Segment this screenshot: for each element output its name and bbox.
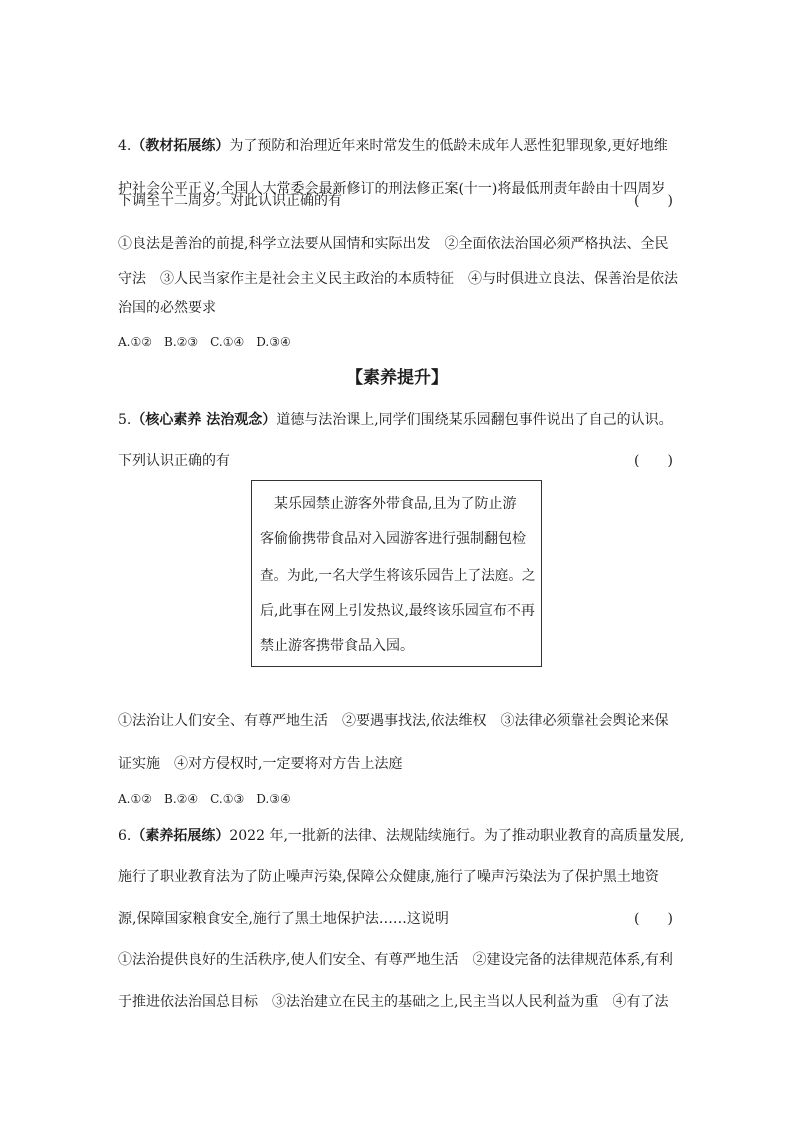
q4-statement-2: 守法 ③人民当家作主是社会主义民主政治的本质特征 ④与时俱进立良法、保善治是依法 (118, 271, 678, 287)
q5-material-box (251, 480, 542, 667)
q4-tag: （教材拓展练） (131, 138, 230, 154)
q5-line-1 (118, 410, 673, 430)
q4-options: A.①② B.②③ C.①④ D.③④ (118, 335, 291, 349)
q6-statement-1: ①法治提供良好的生活秩序,使人们安全、有尊严地生活 ②建设完备的法律规范体系,有利 (118, 952, 673, 968)
q5-statement-1: ①法治让人们安全、有尊严地生活 ②要遇事找法,依法维权 ③法律必须靠社会舆论来保 (118, 713, 669, 729)
q4-statement-1: ①良法是善治的前提,科学立法要从国情和实际出发 ②全面依法治国必须严格执法、全民 (118, 236, 669, 252)
q6-line-1 (118, 826, 684, 846)
q6-statement-2: 于推进依法治国总目标 ③法治建立在民主的基础之上,民主当以人民利益为重 ④有了法 (118, 994, 669, 1010)
q4-line-1 (118, 136, 668, 156)
q6-number: 6. (118, 828, 132, 844)
q5-material-line-1: 某乐园禁止游客外带食品,且为了防止游 (260, 496, 517, 512)
q5-line-2: 下列认识正确的有 (118, 453, 230, 469)
q4-answer-bracket: ( ) (634, 193, 673, 209)
q6-line-3: 源,保障国家粮食安全,施行了黑土地保护法……这说明 (118, 911, 449, 927)
q5-material-line-3: 查。为此,一名大学生将该乐园告上了法庭。之 (260, 568, 536, 584)
q4-text-1: 为了预防和治理近年来时常发生的低龄未成年人恶性犯罪现象,更好地维 (229, 138, 668, 154)
q5-text-1: 道德与法治课上,同学们围绕某乐园翻包事件说出了自己的认识。 (276, 412, 673, 428)
q6-text-1: 2022 年,一批新的法律、法规陆续施行。为了推动职业教育的高质量发展, (229, 828, 685, 844)
q5-material-line-5: 禁止游客携带食品入园。 (260, 638, 414, 654)
q6-line-2: 施行了职业教育法为了防止噪声污染,保障公众健康,施行了噪声污染法为了保护黑土地资 (118, 869, 659, 885)
q6-tag: （素养拓展练） (131, 828, 230, 844)
q5-material-line-4: 后,此事在网上引发热议,最终该乐园宣布不再 (260, 603, 535, 619)
q6-answer-bracket: ( ) (634, 911, 673, 927)
q5-statement-2: 证实施 ④对方侵权时,一定要将对方告上法庭 (118, 756, 403, 772)
q5-material-line-2: 客偷偷携带食品对入园游客进行强制翻包检 (260, 531, 526, 547)
q5-options: A.①② B.②④ C.①③ D.③④ (118, 792, 291, 806)
q4-line-3: 下调至十二周岁。对此认识正确的有 (118, 193, 342, 209)
q5-number: 5. (118, 412, 132, 428)
section-title: 【素养提升】 (346, 368, 448, 388)
q4-number: 4. (118, 138, 132, 154)
q4-statement-3: 治国的必然要求 (118, 300, 216, 316)
q4-line-2: 护社会公平正义,全国人大常委会最新修订的刑法修正案(十一)将最低刑责年龄由十四周岁 (118, 181, 666, 197)
q5-answer-bracket: ( ) (634, 453, 673, 469)
q5-tag: （核心素养 法治观念） (131, 412, 277, 428)
